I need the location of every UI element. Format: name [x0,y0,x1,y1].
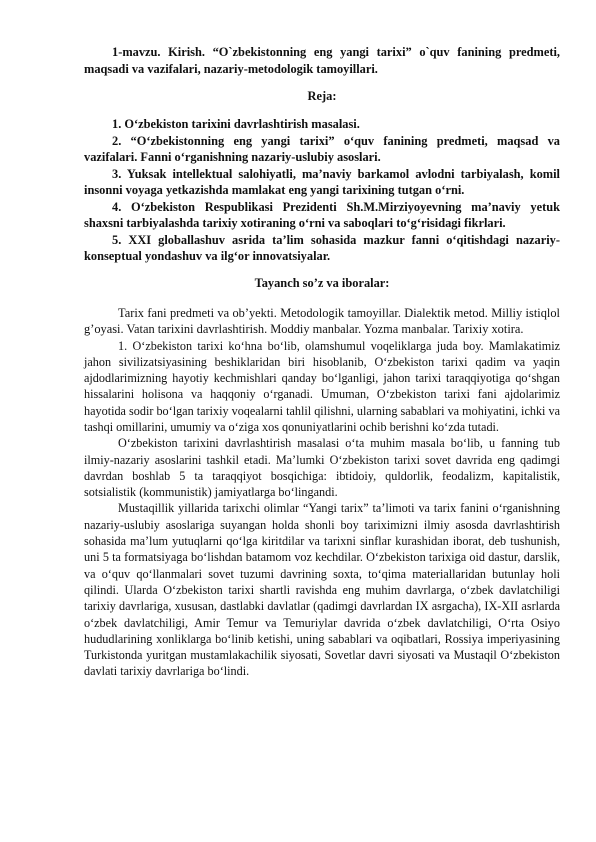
plan-item: 4. O‘zbekiston Respublikasi Prezidenti Sh.M.Mirziyoyevning ma’naviy yetuk shaxsni tarbiyalashda tarixiy xotiraning o‘rni va saboqlari to‘g‘risidagi fikrlari. [84,199,560,230]
plan-list [84,116,560,265]
plan-item: 5. XXI globallashuv asrida ta’lim sohasida mazkur fanni o‘qitishdagi nazariy-konseptual yondashuv va ilg‘or innovatsiyalar. [84,232,560,263]
lecture-title: 1-mavzu. Kirish. “O`zbekistonning eng yangi tarixi” o`quv fanining predmeti, maqsadi va vazifalari, nazariy-metodologik tamoyillari. [84,45,560,76]
key-concepts-text: Tarix fani predmeti va ob’yekti. Metodologik tamoyillar. Dialektik metod. Milliy istiqlol g’oyasi. Vatan tarixini davrlashtirish. Moddiy manbalar. Yozma manbalar. Tarixiy xotira. [84,305,560,336]
plan-item: 1. O‘zbekiston tarixini davrlashtirish masalasi. [112,117,360,131]
document-page [84,44,560,680]
body-paragraph: O‘zbekiston tarixini davrlashtirish masalasi o‘ta muhim masala bo‘lib, u fanning tub ilmiy-nazariy asoslarini tashkil etadi. Ma’lumki O‘zbekiston tarixi sovet davrida eng qadimgi davrdan boshlab 5 ta taraqqiyot bosqichiga: ibtidoiy, quldorlik, feodalizm, kapitalistik, sotsialistik (kommunistik) jamiyatlarga bo‘lingandi. [84,436,560,500]
plan-heading: Reja: [307,89,337,103]
body-paragraph: 1. O‘zbekiston tarixi ko‘hna bo‘lib, olamshumul voqeliklarga juda boy. Mamlakatimiz jahon sivilizatsiyasining beshiklaridan biri hisoblanib, O‘zbekiston tarixi qadim va yaqin ajdodlarimizning hayotiy kechmishlari qanday bo‘lganligi, jahon tarixi taraqqiyotiga qo‘shgan hissalarini holisona va haqqoniy o‘rganadi. Umuman, O‘zbekiston tarixi fani ajdolarimiz hayotida sodir bo‘lgan tarixiy voqealarni tahlil qilishni, ularning sabablari va mohiyatini, ichki va tashqi omillarini, umumiy va o‘ziga xos qonuniyatlarini ochib berishni ko‘zda tutadi. [84,338,560,434]
body-paragraph: Mustaqillik yillarida tarixchi olimlar “Yangi tarix” ta’limoti va tarix fanini o‘rganishning nazariy-uslubiy asoslariga suyangan holda shonli boy tariximizni ilmiy asosda davrlashtirish sohasida ma’lum yutuqlarni qo‘lga kiritdilar va tarixni sinflar kurashidan iborat, deb tushunish, uni 5 ta formatsiyaga bo‘lishdan batamom voz kechdilar. O‘zbekiston tarixiga oid dastur, darslik, va o‘quv qo‘llanmalari sovet tuzumi davrining soxta, to‘qima materiallaridan butunlay holi qilindi. Ularda O‘zbekiston tarixi shartli ravishda eng muhim davrlarga, o‘zbek davlatchiligi tarixiy davrlariga, xususan, dastlabki davlatlar (qadimgi davrlardan IX asrgacha), IX-XII asrlarda o‘zbek davlatchiligi, Amir Temur va Temuriylar davrida o‘zbek davlatchiligi, O‘rta Osiyo hududlarining xonliklarga bo‘linib ketishi, uning sabablari va oqibatlari, Rossiya imperiyasining Turkistonda yuritgan mustamlakachilik siyosati, Sovetlar davri siyosati va Mustaqil O‘zbekiston davlati tarixiy davrlariga bo‘lindi. [84,501,560,679]
plan-item: 2. “O‘zbekistonning eng yangi tarixi” o‘quv fanining predmeti, maqsad va vazifalari. Fanni o‘rganishning nazariy-uslubiy asoslari. [84,133,560,164]
plan-item: 3. Yuksak intellektual salohiyatli, ma’naviy barkamol avlodni tarbiyalash, komil insonni voyaga yetkazishda mamlakat eng yangi tarixining tutgan o‘rni. [84,166,560,197]
key-concepts-heading: Tayanch so’z va iboralar: [254,275,390,290]
